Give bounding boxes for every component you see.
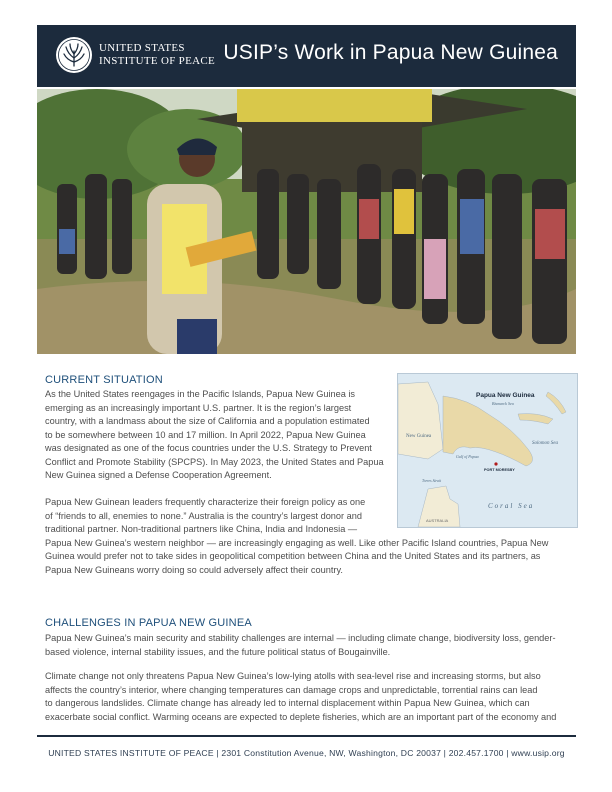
usip-logo-wordmark bbox=[99, 42, 215, 68]
map-label-country: Papua New Guinea bbox=[476, 392, 535, 399]
map-label-solomon: Solomon Sea bbox=[532, 441, 558, 446]
challenges-paragraph-2 bbox=[45, 670, 556, 724]
text-line: Papua New Guinea’s western neighbor — are increasingly engaging as well. Like other Pacific Island countries, Papua New bbox=[45, 537, 549, 548]
text-line: affects the country’s interior, where changing temperatures can damage crops and unpredictable, torrential rains can lead bbox=[45, 684, 538, 695]
text-line: country, with a landmass about the size of California and a population estimated bbox=[45, 416, 370, 426]
header-banner bbox=[37, 25, 576, 87]
text-line: exacerbate social conflict. Warming oceans are expected to deplete fisheries, which are an important part of the economy and bbox=[45, 711, 557, 722]
text-line: New Guinea signed a Defense Cooperation Agreement. bbox=[45, 470, 272, 480]
map-label-new-guinea: New Guinea bbox=[406, 434, 432, 439]
text-line: Climate change not only threatens Papua New Guinea’s low-lying atolls with sea-level rise and increasing storms, but also bbox=[45, 671, 541, 681]
text-line: emerging as an increasingly important U.S. partner. It is the region’s largest bbox=[45, 402, 352, 413]
map-label-torres: Torres Strait bbox=[422, 479, 442, 483]
hero-photo bbox=[37, 89, 576, 354]
map-label-coral: Coral Sea bbox=[488, 502, 535, 510]
text-line: Papua New Guinea’s main security and stability challenges are internal — including climate change, biodiversity loss, gender- bbox=[45, 633, 556, 643]
challenges-paragraph-1 bbox=[45, 632, 556, 659]
text-line: Papua New Guineans worry doing so could adversely affect their country. bbox=[45, 564, 343, 575]
text-line: traditional partner. Non-traditional partners like China, India and Indonesia — bbox=[45, 524, 358, 534]
text-line: to dangerous landslides. Climate change has already led to internal displacement within Papua New Guinea, which can bbox=[45, 698, 530, 708]
text-line: Conflict and Promote Stability (SPCPS). In May 2023, the United States and Papua bbox=[45, 456, 384, 467]
map-label-port-moresby: PORT MORESBY bbox=[484, 468, 515, 472]
text-line: As the United States reengages in the Pacific Islands, Papua New Guinea is bbox=[45, 389, 356, 399]
png-map-illustration bbox=[398, 374, 577, 527]
challenges-heading: CHALLENGES IN PAPUA NEW GUINEA bbox=[45, 617, 252, 629]
footer-contact: UNITED STATES INSTITUTE OF PEACE | 2301 Constitution Avenue, NW, Washington, DC 20037 | 202.457.1700 | www.usip.org bbox=[48, 748, 565, 758]
usip-logo-icon bbox=[55, 36, 93, 74]
logo-line-2: INSTITUTE OF PEACE bbox=[99, 55, 216, 67]
png-map bbox=[397, 373, 578, 528]
text-line: was designated as one of the focus countries under the U.S. Strategy to Prevent bbox=[45, 443, 372, 453]
text-line: Papua New Guinean leaders frequently characterize their foreign policy as one bbox=[45, 497, 366, 507]
map-label-australia: AUSTRALIA bbox=[426, 518, 449, 523]
text-line: Guinea would prefer not to take sides in geopolitical competition between China and the United States and its partners, as bbox=[45, 551, 541, 561]
text-line: of “friends to all, enemies to none.” Australia is the country’s largest donor and bbox=[45, 510, 362, 521]
current-situation-heading: CURRENT SITUATION bbox=[45, 374, 163, 386]
text-line: based violence, internal stability issues, and the future political status of Bougainville. bbox=[45, 646, 391, 657]
hero-photo-illustration bbox=[37, 89, 576, 354]
text-line: to be somewhere between 10 and 17 million. In April 2022, Papua New Guinea bbox=[45, 429, 366, 440]
map-label-bismarck: Bismarck Sea bbox=[492, 401, 514, 406]
logo-line-1: UNITED STATES bbox=[99, 42, 185, 54]
current-situation-paragraph-1 bbox=[45, 388, 384, 483]
map-label-gulf: Gulf of Papua bbox=[456, 454, 479, 459]
page-title: USIP’s Work in Papua New Guinea bbox=[223, 41, 558, 64]
footer-divider bbox=[37, 735, 576, 737]
